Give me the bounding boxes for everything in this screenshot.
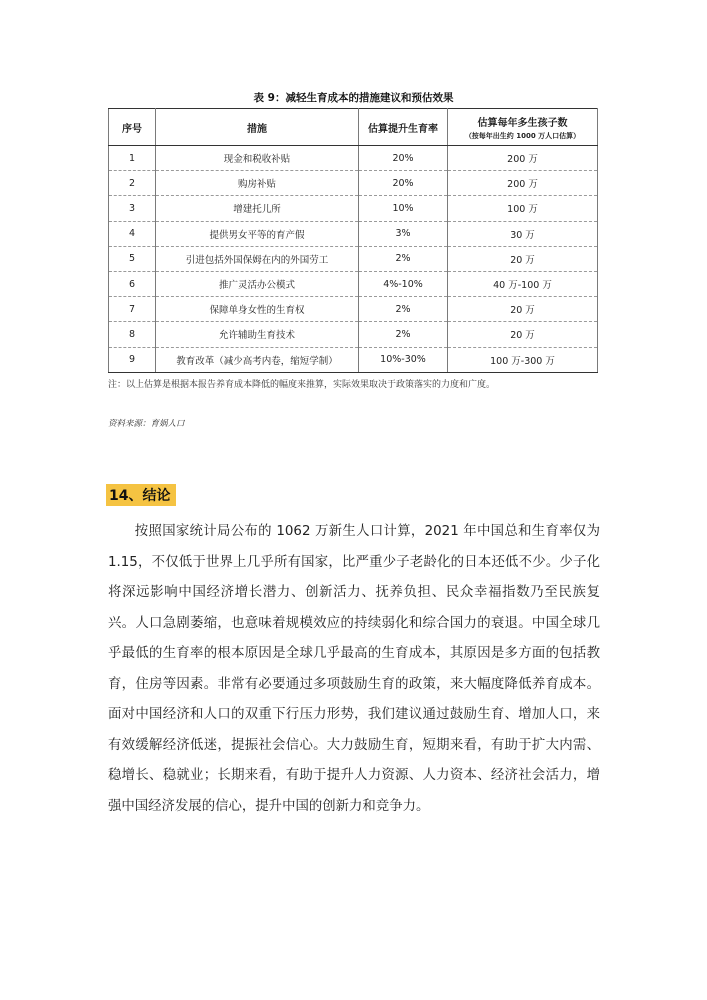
row-index: 6 xyxy=(109,271,156,296)
row-measure: 推广灵活办公模式 xyxy=(156,271,359,296)
row-births: 20 万 xyxy=(448,297,598,322)
row-rate: 20% xyxy=(359,146,448,171)
row-births: 30 万 xyxy=(448,221,598,246)
table-row xyxy=(109,322,598,347)
row-measure: 现金和税收补贴 xyxy=(156,146,359,171)
row-rate: 2% xyxy=(359,297,448,322)
table-note: 注：以上估算是根据本报告养育成本降低的幅度来推算，实际效果取决于政策落实的力度和广度。 xyxy=(108,380,496,390)
row-births: 100 万-300 万 xyxy=(448,347,598,372)
table-row xyxy=(109,271,598,296)
row-index: 2 xyxy=(109,171,156,196)
row-births: 20 万 xyxy=(448,322,598,347)
header-births xyxy=(448,109,598,146)
row-measure: 引进包括外国保姆在内的外国劳工 xyxy=(156,246,359,271)
row-measure: 允许辅助生育技术 xyxy=(156,322,359,347)
row-rate: 3% xyxy=(359,221,448,246)
measures-table xyxy=(108,108,598,373)
row-rate: 2% xyxy=(359,246,448,271)
row-rate: 4%-10% xyxy=(359,271,448,296)
row-rate: 10%-30% xyxy=(359,347,448,372)
table-row xyxy=(109,196,598,221)
row-births: 100 万 xyxy=(448,196,598,221)
table-row xyxy=(109,221,598,246)
table-title: 表 9：减轻生育成本的措施建议和预估效果 xyxy=(253,92,454,104)
table-row xyxy=(109,246,598,271)
row-births: 20 万 xyxy=(448,246,598,271)
table-source: 资料来源：育娲人口 xyxy=(108,419,185,429)
row-births: 40 万-100 万 xyxy=(448,271,598,296)
row-measure: 增建托儿所 xyxy=(156,196,359,221)
table-row xyxy=(109,297,598,322)
table-row xyxy=(109,171,598,196)
header-measure: 措施 xyxy=(156,109,359,146)
table-row xyxy=(109,347,598,372)
section-heading: 14、结论 xyxy=(106,484,176,506)
row-index: 9 xyxy=(109,347,156,372)
row-measure: 购房补贴 xyxy=(156,171,359,196)
row-index: 8 xyxy=(109,322,156,347)
header-rate: 估算提升生育率 xyxy=(359,109,448,146)
table-row xyxy=(109,146,598,171)
row-rate: 20% xyxy=(359,171,448,196)
header-births-label: 估算每年多生孩子数 xyxy=(477,117,568,129)
row-measure: 提供男女平等的育产假 xyxy=(156,221,359,246)
header-index: 序号 xyxy=(109,109,156,146)
row-measure: 教育改革（减少高考内卷，缩短学制） xyxy=(156,347,359,372)
header-births-note: （按每年出生约 1000 万人口估算） xyxy=(464,131,581,140)
row-births: 200 万 xyxy=(448,171,598,196)
row-measure: 保障单身女性的生育权 xyxy=(156,297,359,322)
row-index: 3 xyxy=(109,196,156,221)
table-header-row xyxy=(109,109,598,146)
row-index: 1 xyxy=(109,146,156,171)
row-index: 7 xyxy=(109,297,156,322)
row-index: 4 xyxy=(109,221,156,246)
conclusion-paragraph: 按照国家统计局公布的 1062 万新生人口计算，2021 年中国总和生育率仅为 1.15，不仅低于世界上几乎所有国家，比严重少子老龄化的日本还低不少。少子化将深远影响中国经济增长潜力、创新活力、抚养负担、民众幸福指数乃至民族复兴。人口急剧萎缩，也意味着规模效应的持续弱化和综合国力的衰退。中国全球几乎最低的生育率的根本原因是全球几乎最高的生育成本，其原因是多方面的包括教育，住房等因素。非常有必要通过多项鼓励生育的政策，来大幅度降低养育成本。面对中国经济和人口的双重下行压力形势，我们建议通过鼓励生育、增加人口，来有效缓解经济低迷，提振社会信心。大力鼓励生育，短期来看，有助于扩大内需、稳增长、稳就业；长期来看，有助于提升人力资源、人力资本、经济社会活力，增强中国经济发展的信心，提升中国的创新力和竞争力。 xyxy=(108,524,600,814)
row-births: 200 万 xyxy=(448,146,598,171)
row-index: 5 xyxy=(109,246,156,271)
row-rate: 2% xyxy=(359,322,448,347)
row-rate: 10% xyxy=(359,196,448,221)
